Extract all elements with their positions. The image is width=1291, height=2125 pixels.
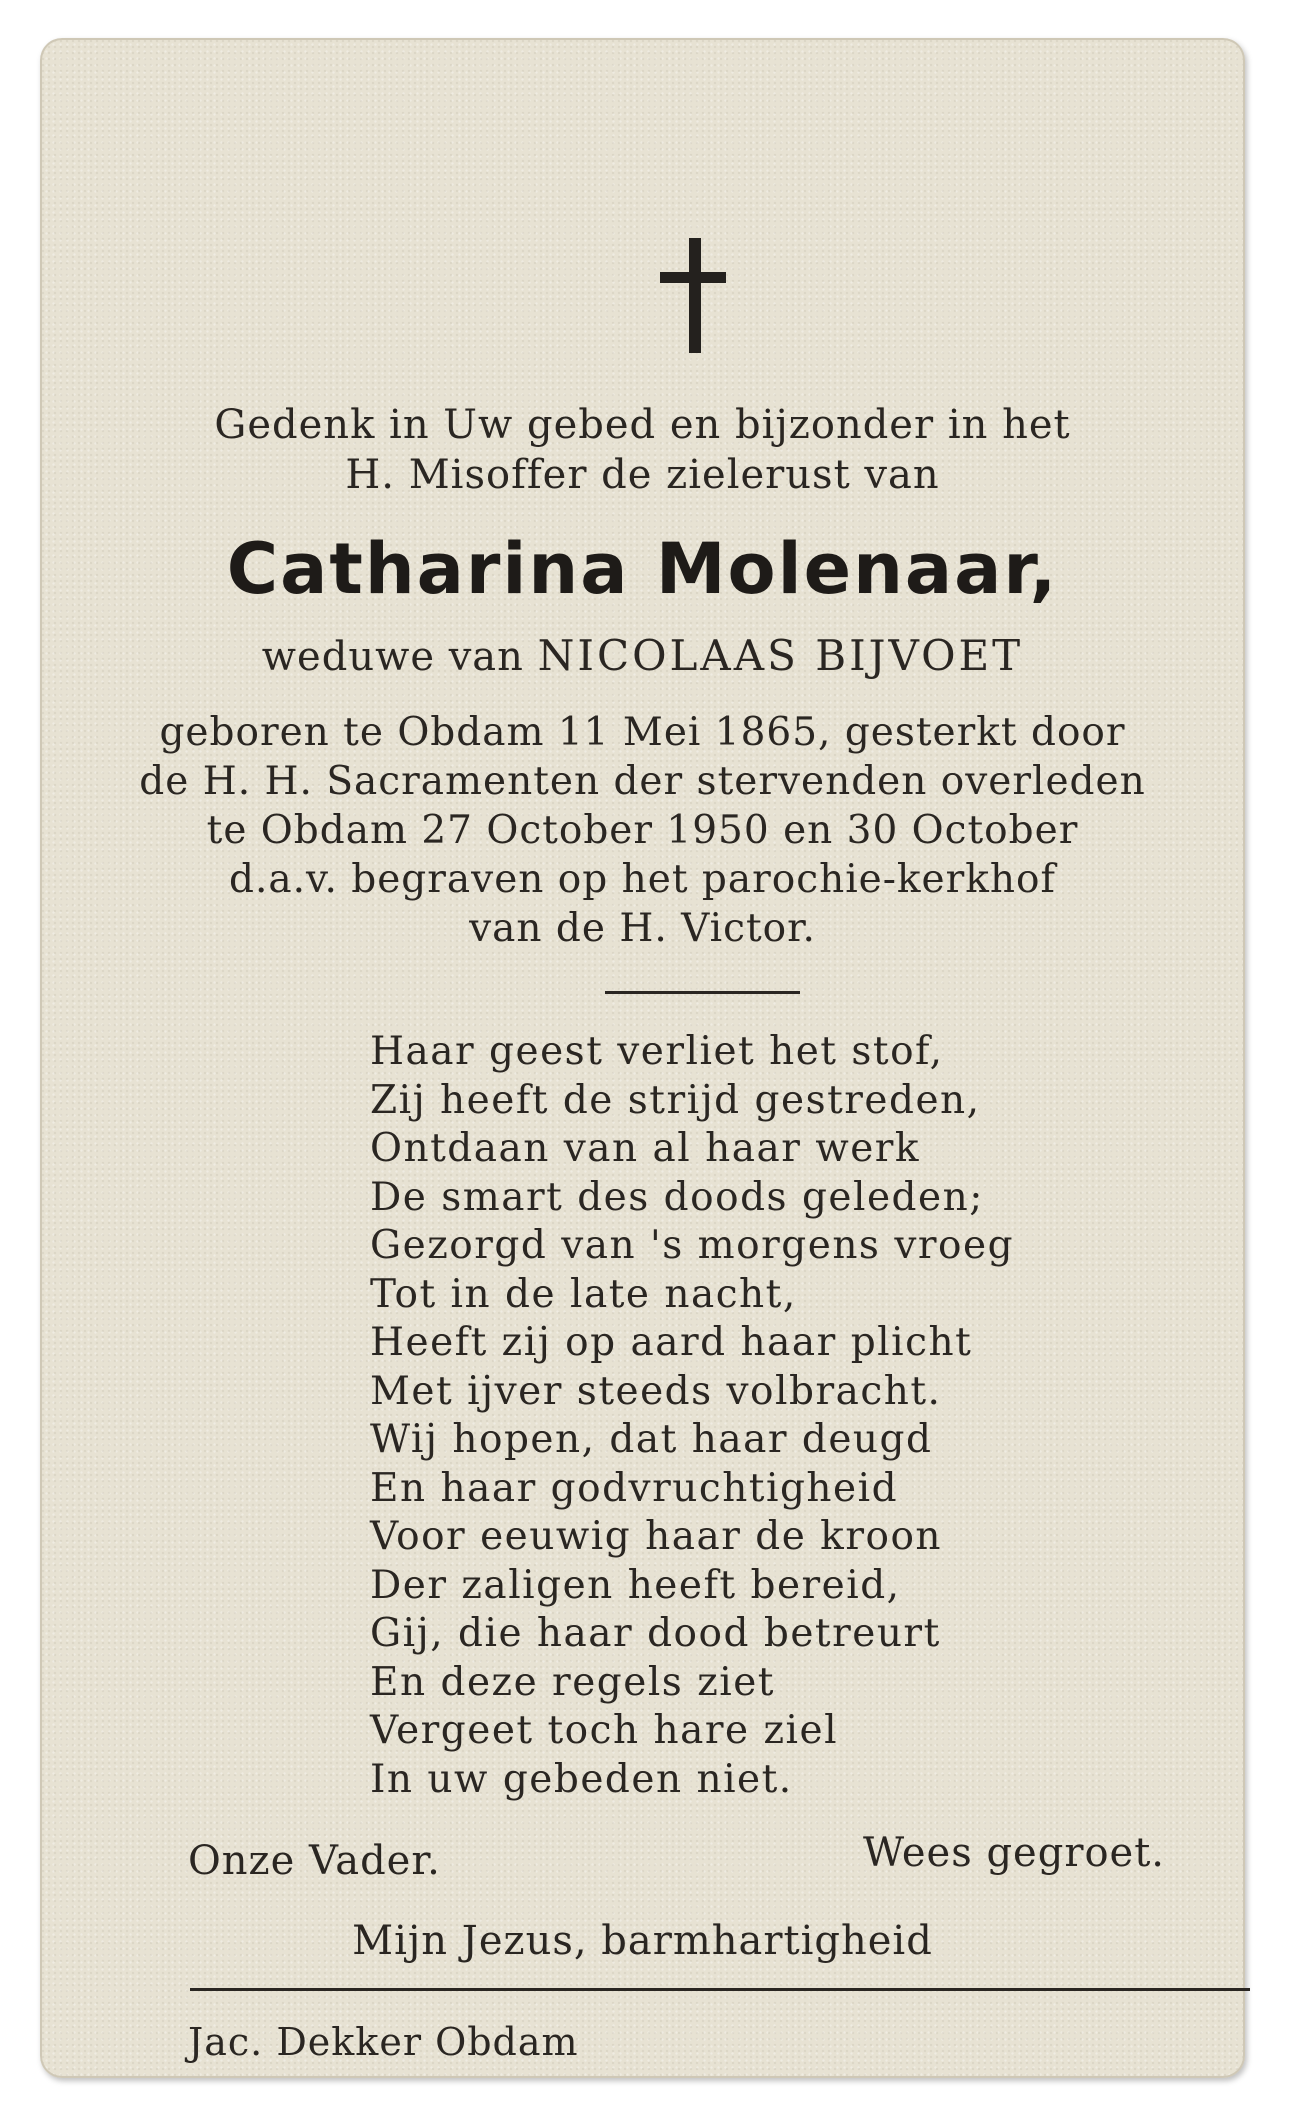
details-line: d.a.v. begraven op het parochie-kerkhof [229, 857, 1056, 902]
poem-line: In uw gebeden niet. [370, 1756, 793, 1802]
poem-line: Gij, die haar dood betreurt [370, 1611, 941, 1656]
poem-line: Voor eeuwig haar de kroon [370, 1514, 943, 1559]
details-line: van de H. Victor. [469, 906, 816, 951]
poem-line: De smart des doods geleden; [370, 1174, 984, 1220]
poem-line: Haar geest verliet het stof, [370, 1029, 944, 1074]
poem [370, 1028, 1014, 1804]
husband-name: NICOLAAS BIJVOET [537, 631, 1024, 680]
intro-line: H. Misoffer de zielerust van [345, 452, 940, 498]
memorial-card [40, 38, 1245, 2078]
printer-credit: Jac. Dekker Obdam [188, 2020, 579, 2064]
intro-text [40, 400, 1245, 500]
prayer-our-father: Onze Vader. [188, 1838, 441, 1884]
widow-line [40, 631, 1245, 680]
divider-short [605, 991, 800, 994]
intro-line: Gedenk in Uw gebed en bijzonder in het [214, 402, 1071, 448]
poem-line: Zij heeft de strijd gestreden, [370, 1077, 981, 1123]
poem-line: En deze regels ziet [370, 1659, 775, 1705]
poem-line: Tot in de late nacht, [370, 1271, 797, 1317]
poem-line: Ontdaan van al haar werk [370, 1126, 921, 1171]
poem-line: Met ijver steeds volbracht. [370, 1368, 942, 1414]
widow-prefix: weduwe van [261, 634, 524, 680]
poem-line: En haar godvruchtigheid [370, 1465, 899, 1511]
details-line: te Obdam 27 October 1950 en 30 October [206, 808, 1079, 853]
cross-icon [660, 238, 730, 356]
poem-line: Heeft zij op aard haar plicht [370, 1320, 973, 1365]
details-line: geboren te Obdam 11 Mei 1865, gesterkt door [159, 710, 1126, 755]
poem-line: Der zaligen heeft bereid, [370, 1562, 901, 1608]
divider-long [190, 1988, 1250, 1991]
details-line: de H. H. Sacramenten der stervenden overleden [139, 759, 1146, 804]
biographical-details [40, 708, 1245, 953]
deceased-name: Catharina Molenaar, [226, 528, 1059, 610]
poem-line: Gezorgd van 's morgens vroeg [370, 1223, 1015, 1268]
poem-line: Vergeet toch hare ziel [370, 1708, 839, 1753]
poem-line: Wij hopen, dat haar deugd [370, 1417, 933, 1462]
prayer-mercy: Mijn Jezus, barmhartigheid [352, 1918, 933, 1964]
prayer-hail-mary: Wees gegroet. [863, 1830, 1165, 1876]
